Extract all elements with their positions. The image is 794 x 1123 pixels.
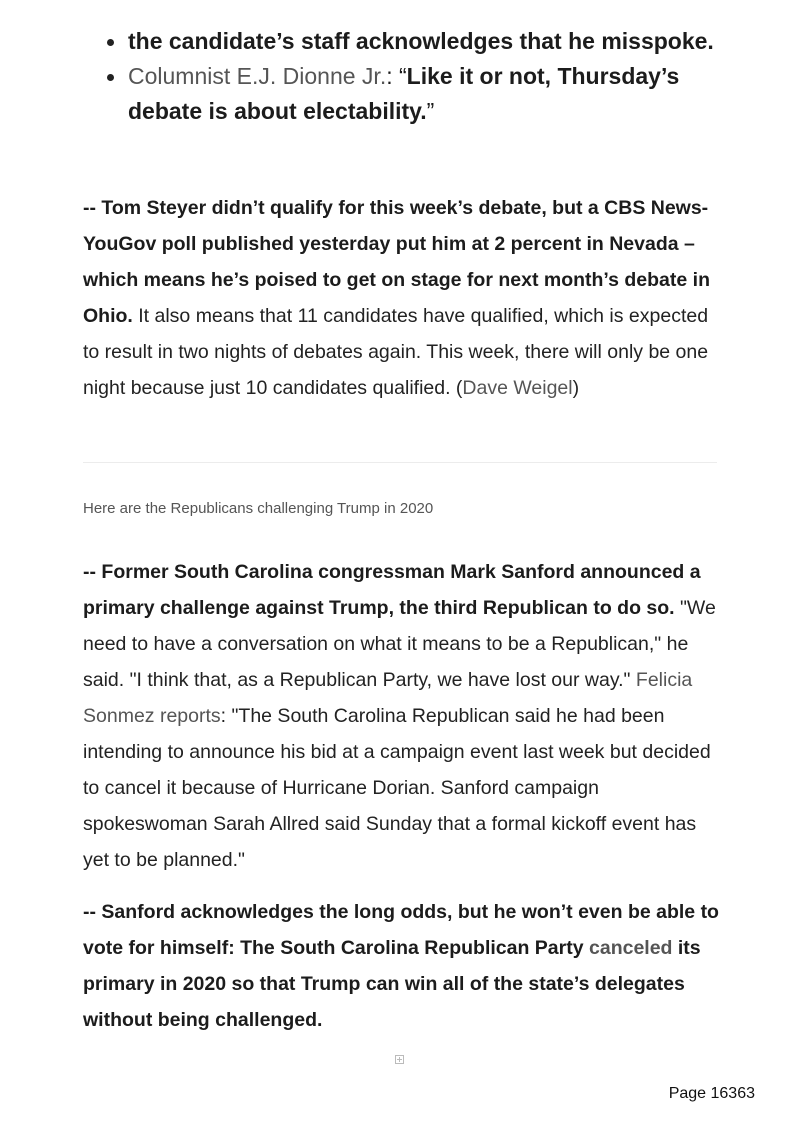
steyer-text: It also means that 11 candidates have qualified, which is expected to result in two nights of debates again. This week, there will only be one night because just 10 candidates qualified. ( <box>83 305 709 399</box>
bullet-close-quote: ” <box>426 98 435 124</box>
bullet-bold-text: the candidate’s staff acknowledges that he misspoke. <box>128 28 714 54</box>
sanford-text: "We need to have a conversation on what it means to be a Republican," he said. "I think that, as a Republican Party, we have lost our way." <box>83 597 716 691</box>
video-caption: Here are the Republicans challenging Trump in 2020 <box>83 500 434 517</box>
bullet-separator: : “ <box>386 63 407 89</box>
page-number: Page 16363 <box>668 1085 755 1102</box>
sonmez-link[interactable]: Felicia Sonmez reports <box>83 669 693 727</box>
list-item <box>105 59 725 129</box>
sanford-text-2: : "The South Carolina Republican said he had been intending to announce his bid at a campaign event last week but decided to cancel it because of Hurricane Dorian. Sanford campaign spokeswoman Sarah Allred said Sunday that a formal kickoff event has yet to be planned." <box>83 705 711 871</box>
sanford-bold-text: -- Former South Carolina congressman Mark Sanford announced a primary challenge against Trump, the third Republican to do so. <box>83 561 701 619</box>
bullet-list <box>105 24 725 129</box>
odds-bold-text-2: its primary in 2020 so that Trump can win all of the state’s delegates without being challenged. <box>83 937 701 1031</box>
steyer-end: ) <box>572 377 580 399</box>
canceled-link[interactable]: canceled <box>589 937 673 959</box>
bullet-bold-text: Like it or not, Thursday’s debate is about electability. <box>128 63 680 124</box>
list-item <box>105 24 725 59</box>
sanford-paragraph <box>83 554 723 878</box>
steyer-paragraph <box>83 190 723 406</box>
divider <box>83 462 717 463</box>
odds-bold-text: -- Sanford acknowledges the long odds, but he won’t even be able to vote for himself: The South Carolina Republican Party <box>83 901 719 959</box>
dionne-link[interactable]: Columnist E.J. Dionne Jr. <box>128 63 387 89</box>
weigel-link[interactable]: Dave Weigel <box>462 377 573 399</box>
embed-placeholder-icon <box>395 1055 404 1064</box>
odds-paragraph <box>83 894 723 1038</box>
steyer-bold-text: -- Tom Steyer didn’t qualify for this week’s debate, but a CBS News-YouGov poll published yesterday put him at 2 percent in Nevada – which means he’s poised to get on stage for next month’s debate in Ohio. <box>83 197 710 327</box>
